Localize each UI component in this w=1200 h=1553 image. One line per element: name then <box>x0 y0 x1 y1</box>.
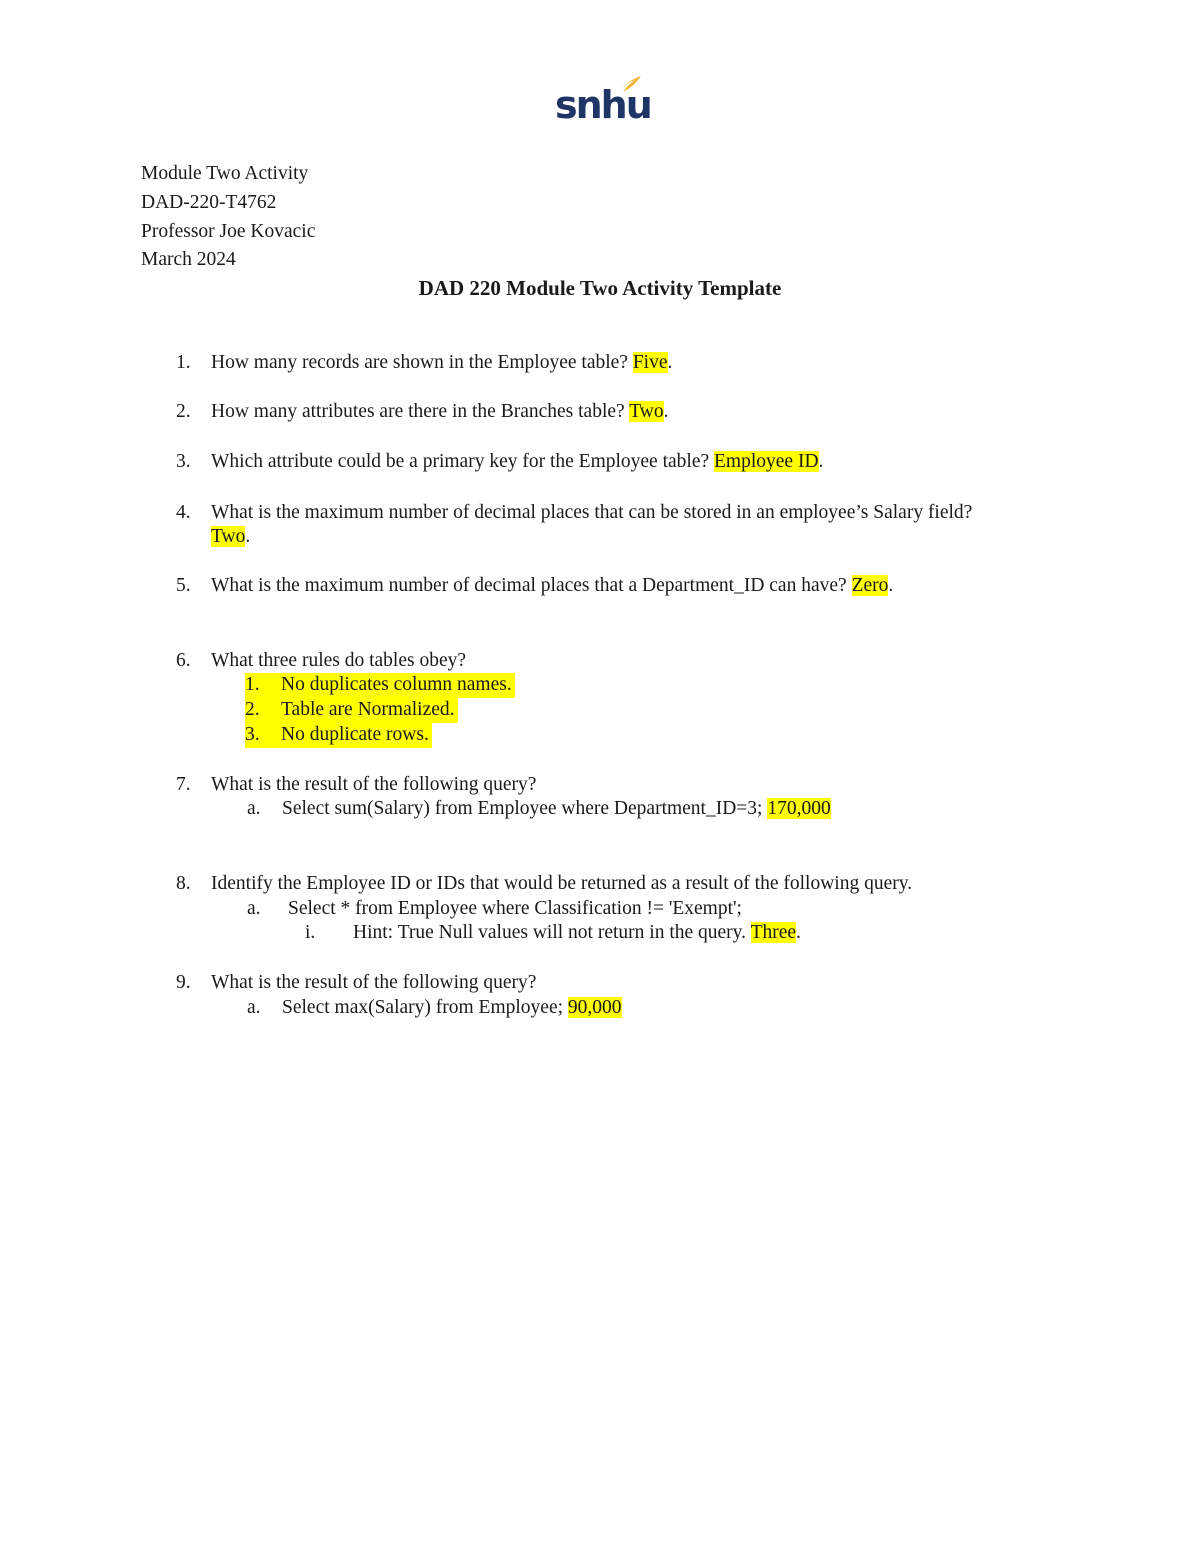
question-number: 3. <box>176 451 191 472</box>
query-text: Select * from Employee where Classification != 'Exempt'; <box>288 898 742 919</box>
answer-highlight: Two <box>629 401 664 422</box>
question-text-line: Which attribute could be a primary key for the Employee table? Employee ID. <box>211 451 824 472</box>
list-item-text: No duplicates column names. <box>281 674 512 695</box>
page-title: DAD 220 Module Two Activity Template <box>418 276 782 300</box>
document-header <box>141 160 315 275</box>
question-number: 6. <box>176 650 191 671</box>
snhu-logo <box>555 74 651 134</box>
question-text: What is the maximum number of decimal places that can be stored in an employee’s Salary field? <box>211 502 973 523</box>
sub-item-letter: a. <box>247 798 261 819</box>
question-text: What is the maximum number of decimal places that a Department_ID can have? <box>211 575 852 596</box>
list-item-text: Table are Normalized. <box>281 699 455 720</box>
sub-item-text-line <box>282 996 622 1021</box>
question-text: What is the result of the following query? <box>211 774 537 795</box>
question-number: 8. <box>176 873 191 894</box>
hint-text-line: Hint: True Null values will not return in the query. Three. <box>353 922 801 943</box>
question-text: Identify the Employee ID or IDs that would be returned as a result of the following query. <box>211 873 913 894</box>
question-text: How many attributes are there in the Branches table? <box>211 401 630 422</box>
question-number: 2. <box>176 401 191 422</box>
header-course: DAD-220-T4762 <box>141 191 277 213</box>
question-text-line: What is the maximum number of decimal places that a Department_ID can have? Zero. <box>211 575 894 596</box>
answer-highlight: 90,000 <box>567 997 622 1018</box>
sub-item-letter: a. <box>247 898 261 919</box>
question-text-line: How many records are shown in the Employee table? Five. <box>211 352 673 373</box>
header-date: March 2024 <box>141 249 236 271</box>
query-text: Select max(Salary) from Employee; <box>282 997 568 1018</box>
question-text: What is the result of the following query? <box>211 972 537 993</box>
answer-highlight: Three <box>750 922 797 943</box>
logo-wordmark: snhu <box>555 83 651 127</box>
answer-highlight: Five <box>632 352 668 373</box>
hint-text: Hint: True Null values will not return in the query. <box>353 922 751 943</box>
header-professor: Professor Joe Kovacic <box>141 220 316 242</box>
query-text: Select sum(Salary) from Employee where Department_ID=3; <box>282 798 768 819</box>
list-item-number: 3. <box>245 724 260 745</box>
question-number: 7. <box>176 774 191 795</box>
question-text: How many records are shown in the Employee table? <box>211 352 633 373</box>
question-text: What three rules do tables obey? <box>211 650 467 671</box>
list-item-text: No duplicate rows. <box>281 724 429 745</box>
answer-highlight: 170,000 <box>767 798 831 819</box>
list-item-number: 1. <box>245 674 260 695</box>
list-item-number: 2. <box>245 699 260 720</box>
answer-highlight: Zero <box>851 575 889 596</box>
sub-item-roman: i. <box>305 922 316 943</box>
question-number: 4. <box>176 502 191 523</box>
question-text-line: How many attributes are there in the Branches table? Two. <box>211 401 669 422</box>
question-number: 5. <box>176 575 191 596</box>
answer-highlight: Employee ID <box>714 451 819 472</box>
sub-item-letter: a. <box>247 997 261 1018</box>
question-number: 9. <box>176 972 191 993</box>
question-text: Which attribute could be a primary key for the Employee table? <box>211 451 715 472</box>
sub-item-text-line <box>282 797 831 822</box>
header-module: Module Two Activity <box>141 163 309 184</box>
question-number: 1. <box>176 352 191 373</box>
flame-icon <box>613 74 643 98</box>
answer-highlight: Two <box>211 526 246 547</box>
